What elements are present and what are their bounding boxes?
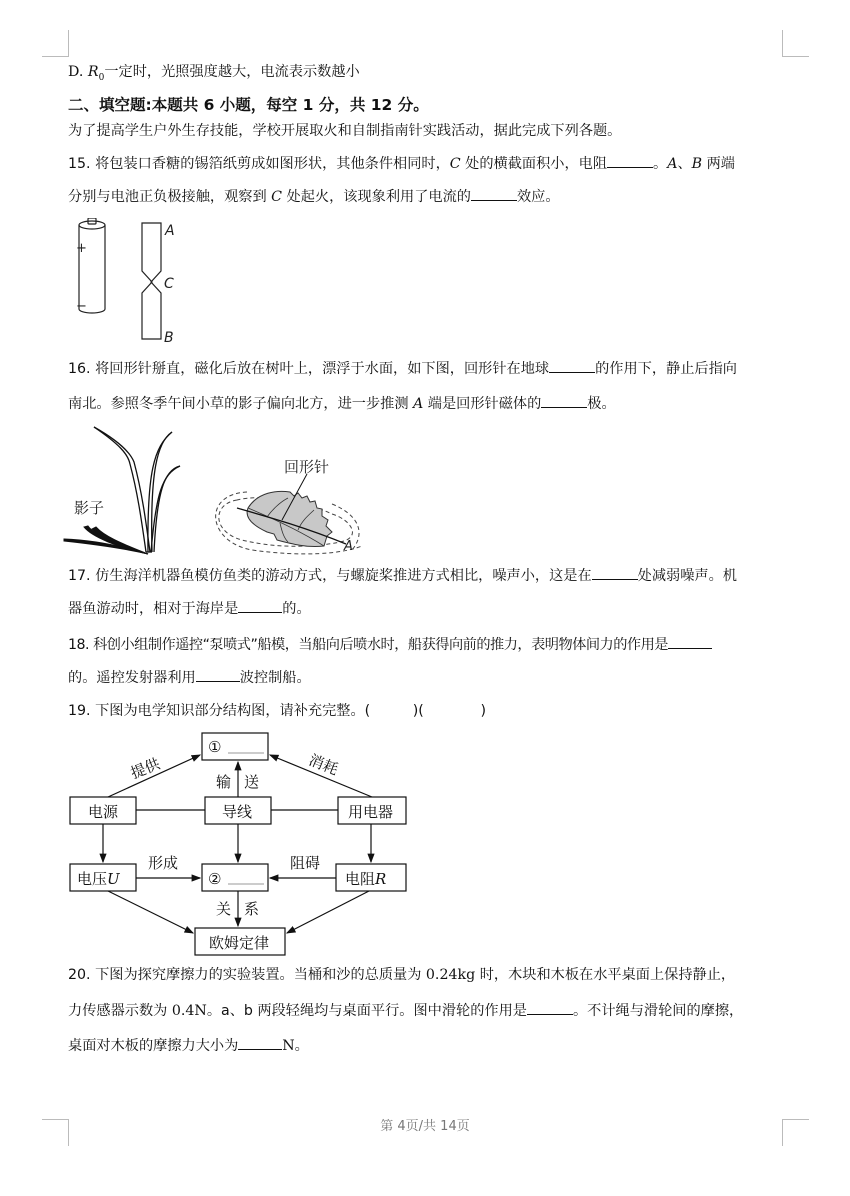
- label-transmit-1: 输: [216, 773, 232, 791]
- q19-line1: 19. 下图为电学知识部分结构图，请补充完整。( )( ): [68, 703, 487, 719]
- battery-minus: −: [76, 299, 87, 314]
- box-source-label: 电源: [88, 803, 119, 821]
- label-c: C: [164, 276, 174, 292]
- section-title: 二、填空题:本题共 6 小题，每空 1 分，共 12 分。: [68, 96, 429, 114]
- label-relation-1: 关: [216, 900, 232, 918]
- arrow-voltage-ohm: [108, 891, 193, 933]
- box-ohm-label: 欧姆定律: [209, 934, 270, 952]
- grass-icon: [94, 427, 180, 552]
- corner-mark-top-right: [782, 30, 809, 57]
- q16-line1: 16. 将回形针掰直，磁化后放在树叶上，漂浮于水面，如下图，回形针在地球 的作用下，静止后指向: [68, 358, 737, 379]
- q20-blank-1[interactable]: [527, 1000, 573, 1015]
- q15-blank-2[interactable]: [471, 186, 517, 201]
- q17-blank-1[interactable]: [592, 565, 638, 580]
- q20-line3: 桌面对木板的摩擦力大小为 N。: [68, 1035, 309, 1056]
- q18-blank-1[interactable]: [668, 634, 712, 649]
- end-label-a: A: [344, 539, 353, 554]
- box-1-label: ①: [208, 738, 222, 756]
- q15-line1: 15. 将包装口香糖的锡箔纸剪成如图形状，其他条件相同时，C 处的横截面积小，电阻 。A、B 两端: [68, 153, 735, 174]
- q18-line1: 18. 科创小组制作遥控“泵喷式”船模，当船向后喷水时，船获得向前的推力，表明物体间力的作用是: [68, 634, 712, 655]
- label-b: B: [164, 330, 174, 344]
- label-transmit-2: 送: [244, 773, 260, 791]
- q20-line1: 20. 下图为探究摩擦力的实验装置。当桶和沙的总质量为 0.24kg 时，木块和木板在水平桌面上保持静止，: [68, 967, 736, 983]
- q18-blank-2[interactable]: [196, 667, 240, 682]
- label-a: A: [165, 223, 175, 239]
- q16-blank-1[interactable]: [549, 358, 595, 373]
- arrow-resistance-ohm: [287, 891, 369, 933]
- option-d: D. $R_0$一定时，光照强度越大，电流表示数越小: [68, 64, 360, 83]
- shadow-icon: [64, 526, 148, 554]
- box-voltage-label: 电压U: [77, 870, 120, 888]
- q17-line2: 器鱼游动时，相对于海岸是 的。: [68, 598, 311, 619]
- q20-blank-2[interactable]: [238, 1035, 282, 1050]
- box-wire-label: 导线: [222, 803, 253, 821]
- section-intro: 为了提高学生户外生存技能，学校开展取火和自制指南针实践活动，据此完成下列各题。: [68, 123, 622, 139]
- foil-strip: [142, 223, 161, 339]
- box-2-label: ②: [208, 870, 222, 888]
- q15-figure: [60, 218, 200, 344]
- box-resistance-label: 电阻R: [345, 870, 387, 888]
- shadow-label: 影子: [74, 499, 105, 517]
- label-hinder: 阻碍: [290, 854, 321, 872]
- q16-blank-2[interactable]: [541, 393, 587, 408]
- box-appliance-label: 用电器: [348, 803, 394, 821]
- page-number: 第 4页/共 14页: [380, 1119, 470, 1134]
- label-provide: 提供: [128, 754, 163, 783]
- q15-blank-1[interactable]: [607, 153, 653, 168]
- paperclip-label: 回形针: [284, 458, 330, 476]
- q16-figure: [62, 422, 372, 557]
- corner-mark-top-left: [42, 30, 69, 57]
- q18-line2: 的。遥控发射器利用 波控制船。: [68, 667, 311, 688]
- q15-line2: 分别与电池正负极接触，观察到 C 处起火，该现象利用了电流的 效应。: [68, 186, 560, 207]
- label-form: 形成: [148, 854, 179, 872]
- q19-diagram: [64, 728, 414, 960]
- q16-line2: 南北。参照冬季午间小草的影子偏向北方，进一步推测 A 端是回形针磁体的 极。: [68, 393, 616, 414]
- q17-blank-2[interactable]: [238, 598, 282, 613]
- leaf-icon: [247, 491, 332, 546]
- label-consume: 消耗: [306, 750, 341, 779]
- battery-plus: +: [76, 241, 87, 256]
- q17-line1: 17. 仿生海洋机器鱼模仿鱼类的游动方式，与螺旋桨推进方式相比，噪声小，这是在 处减弱噪声。机: [68, 565, 737, 586]
- q20-line2: 力传感器示数为 0.4N。a、b 两段轻绳均与桌面平行。图中滑轮的作用是 。不计绳与滑轮间的摩擦，: [68, 1000, 743, 1021]
- label-relation-2: 系: [244, 900, 260, 918]
